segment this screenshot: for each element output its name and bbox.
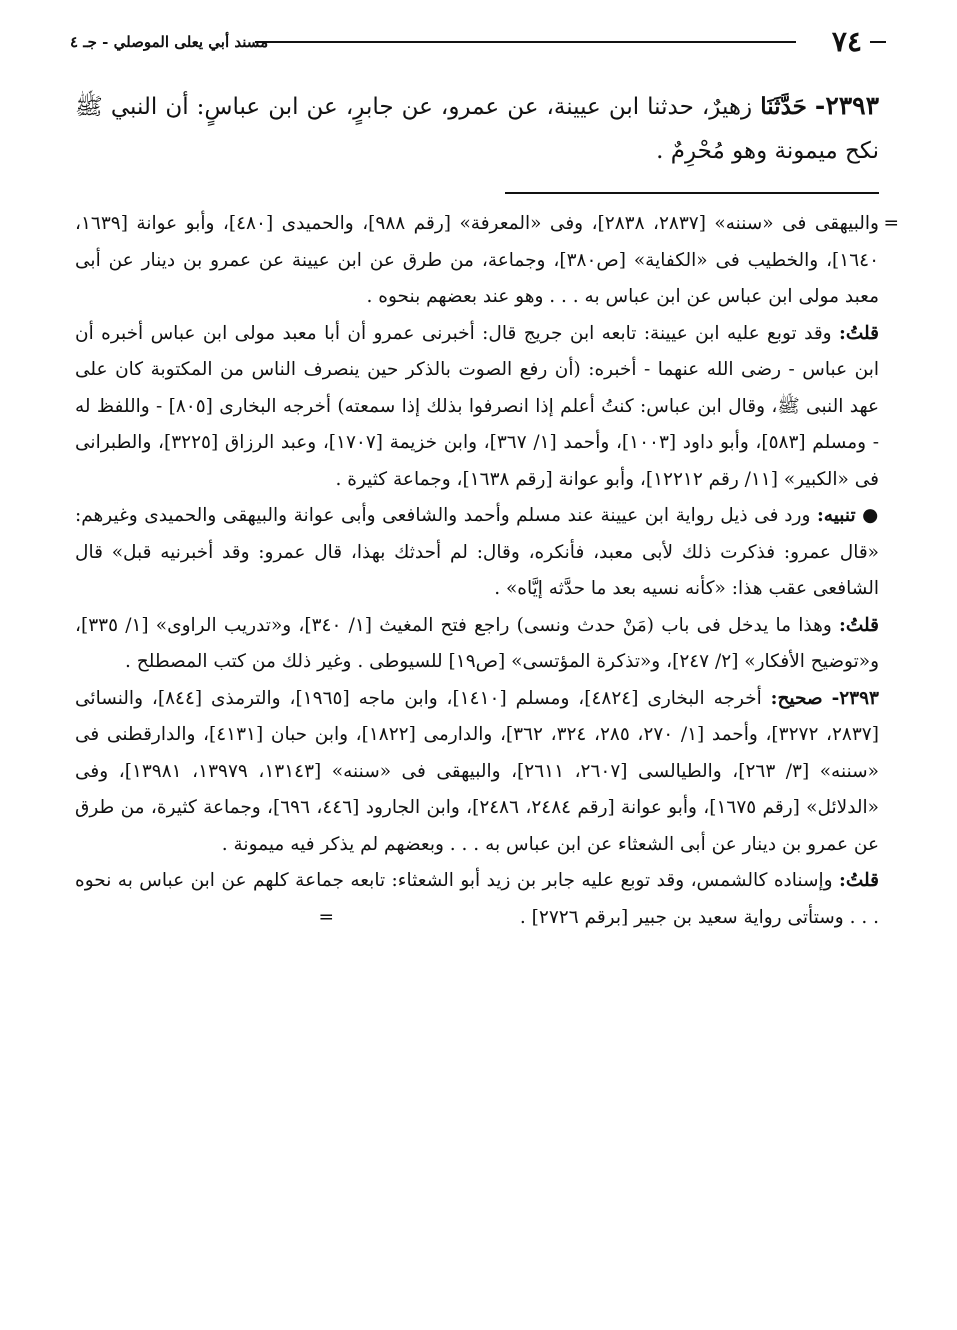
qultu-label: قلتُ: <box>839 614 879 636</box>
footnote-text: وهذا ما يدخل فى باب (مَنْ حدث ونسى) راجع فتح المغيث [١/ ٣٤٠]، و«تدريب الراوى» [١/ ٣٣٥]، و«توضيح الأفكار» [٢/ ٢٤٧]، و«تذكرة المؤتسى» [ص١٩] للسيوطى . وغير ذلك من كتب المصطلح . <box>75 614 879 672</box>
end-continuation-mark: = <box>318 906 335 928</box>
footnote-text: والبيهقى فى «سننه» [٢٨٣٧، ٢٨٣٨]، وفى «المعرفة» [رقم ٩٨٨]، والحميدى [٤٨٠]، وأبو عوانة [١٦٣٩، ١٦٤٠]، والخطيب فى «الكفاية» [ص٣٨٠]، وجماعة، من طرق عن ابن عيينة عن عمرو بن دينار عن أبى معبد مولى ابن عباس عن ابن عباس به . . . وهو عند بعضهم بنحوه . <box>75 213 880 307</box>
footnotes <box>75 206 899 936</box>
hadith-body: زهيرٌ، حدثنا ابن عيينة، عن عمرو، عن جابرٍ، عن ابن عباسٍ: أن النبي ﷺ نكح ميمونة وهو مُحْرِمٌ . <box>75 94 879 164</box>
takhrij-number: ٢٣٩٣- <box>831 687 879 709</box>
footnote-qultu-3 <box>75 863 879 936</box>
footnote-text: وقد توبع عليه ابن عيينة: تابعه ابن جريج قال: أخبرنى عمرو أن أبا معبد مولى ابن عباس أخبره أن ابن عباس - رضى الله عنهما - أخبره: (أن رفع الصوت بالذكر حين ينصرف الناس من المكتوبة كان على عهد النبى ﷺ، وقال ابن عباس: كنتُ أعلم إذا انصرفوا بذلك إذا سمعته) أخرجه البخارى [٨٠٥] - واللفظ له - ومسلم [٥٨٣]، وأبو داود [١٠٠٣]، وأحمد [١/ ٣٦٧]، وابن خزيمة [١٧٠٧]، وعبد الرزاق [٣٢٢٥]، والطبرانى فى «الكبير» [١١/ رقم ١٢٢١٢]، وأبو عوانة [رقم ١٦٣٨]، وجماعة كثيرة . <box>75 322 880 490</box>
bullet-icon: ● <box>862 505 879 526</box>
continuation-mark: = <box>883 213 899 234</box>
hadith-number: ٢٣٩٣- <box>814 91 880 120</box>
header-dash <box>870 41 886 43</box>
footnote-qultu-2 <box>75 608 879 681</box>
grade-label: صحيح: <box>770 687 823 709</box>
footnote-continuation <box>75 206 899 316</box>
page-number: ٧٤ <box>831 25 862 58</box>
qultu-label: قلتُ: <box>839 322 879 344</box>
running-header <box>70 24 886 64</box>
qultu-label: قلتُ: <box>839 870 879 891</box>
footnote-qultu-1 <box>75 316 879 499</box>
footnote-takhrij-2393 <box>75 681 879 864</box>
footnote-text: أخرجه البخارى [٤٨٢٤]، ومسلم [١٤١٠]، وابن ماجه [١٩٦٥]، والترمذى [٨٤٤]، والنسائى [٢٨٣٧، ٣٢٧٢]، وأحمد [١/ ٢٧٠، ٢٨٥، ٣٢٤، ٣٦٢]، والدارمى [١٨٢٢]، وابن حبان [٤١٣١]، والدارقطنى فى «سننه» [٣/ ٢٦٣]، والطيالسى [٢٦٠٧، ٢٦١١]، والبيهقى فى «سننه» [١٣١٤٣، ١٣٩٧٩، ١٣٩٨١]، وفى «الدلائل» [رقم ١٦٧٥]، وأبو عوانة [رقم ٢٤٨٤، ٢٤٨٦]، وابن الجارود [٤٤٦، ٦٩٦]، وجماعة كثيرة، من طرق عن عمرو بن دينار عن أبى الشعثاء عن ابن عباس به . . . وبعضهم لم يذكر فيه ميمونة . <box>75 687 879 855</box>
footnote-tanbih <box>75 498 879 608</box>
haddathana-word: حَدَّثَنَا <box>760 93 807 120</box>
tanbih-label: تنبيه: <box>816 505 856 526</box>
book-title: مسند أبي يعلى الموصلي - جـ ٤ <box>70 33 269 51</box>
header-rule <box>255 41 796 43</box>
footnote-text: وإسناده كالشمس، وقد توبع عليه جابر بن زيد أبو الشعثاء: تابعه جماعة كلهم عن ابن عباس به نحوه . . . وستأتى رواية سعيد بن جبير [برقم ٢٧٢٦] . <box>75 870 879 928</box>
footnote-text: ورد فى ذيل رواية ابن عيينة عند مسلم وأحمد والشافعى وأبى عوانة والبيهقى والحميدى وغيرهم: «قال عمرو: فذكرت ذلك لأبى معبد، فأنكره، وقال: لم أحدثك بهذا، قال عمرو: وقد أخبرنيه قبل» قال الشافعى عقب هذا: «كأنه نسيه بعد ما حدَّثه إيَّاه» . <box>75 505 879 599</box>
footnote-separator <box>505 192 879 194</box>
hadith-text <box>75 84 879 173</box>
